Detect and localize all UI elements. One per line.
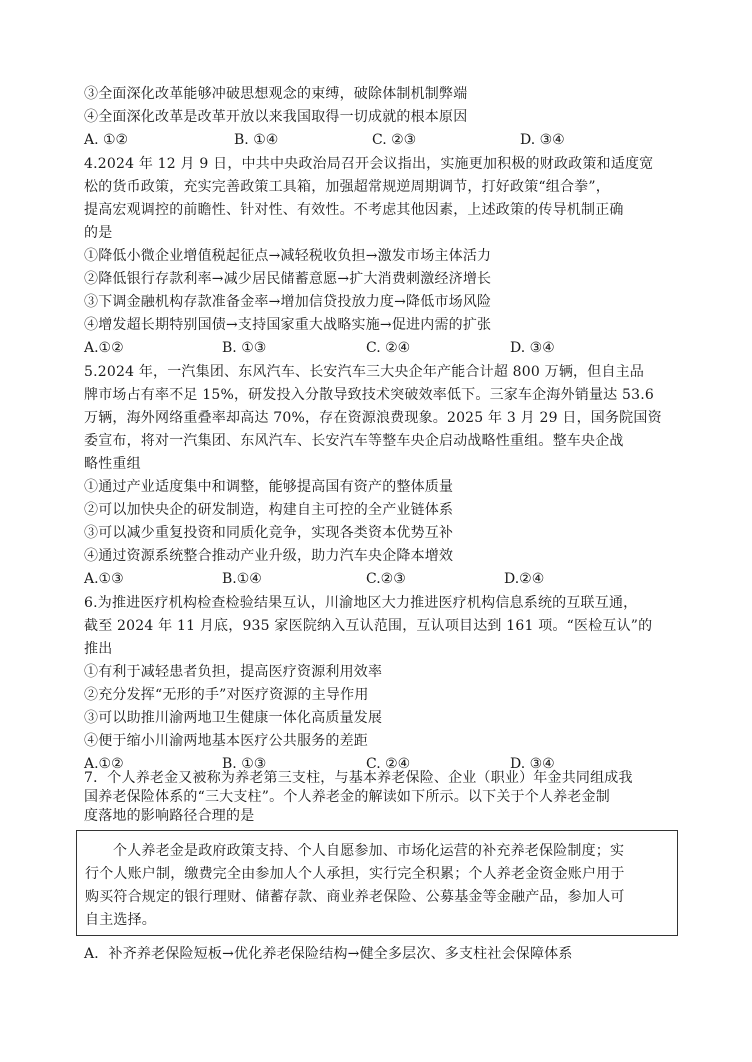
- question-6-stem: 截至 2024 年 11 月底，935 家医院纳入互认范围，互认项目达到 161 项。“医检互认”的: [84, 618, 653, 634]
- option-b: B.①④: [222, 571, 262, 587]
- question-5-stem: 万辆，海外网络重叠率却高达 70%，存在资源浪费现象。2025 年 3 月 29 日，国务院国资: [84, 410, 662, 426]
- statement-4: ④通过资源系统整合推动产业升级，助力汽车央企降本增效: [84, 548, 454, 564]
- question-5-stem: 委宣布，将对一汽集团、东风汽车、长安汽车等整车央企启动战略性重组。整车央企战: [84, 433, 624, 449]
- question-4-stem: 4.2024 年 12 月 9 日，中共中央政治局召开会议指出，实施更加积极的财政政策和适度宽: [84, 156, 654, 172]
- answer-options-q5: [84, 569, 684, 589]
- question-6-stem: 6.为推进医疗机构检查检验结果互认，川渝地区大力推进医疗机构信息系统的互联互通，: [84, 595, 638, 611]
- option-b: B. ①③: [222, 340, 267, 356]
- option-d: D. ③④: [510, 756, 555, 772]
- statement-4: ④全面深化改革是改革开放以来我国取得一切成就的根本原因: [84, 109, 468, 125]
- option-b: B. ①④: [234, 132, 279, 148]
- question-4-stem: 的是: [84, 225, 113, 241]
- question-5-stem: 牌市场占有率不足 15%，研发投入分散导致技术突破效率低下。三家车企海外销量达 53.6: [84, 387, 654, 403]
- answer-options-q4: [84, 338, 684, 358]
- option-a: A. ①②: [84, 132, 129, 148]
- statement-3: ③下调金融机构存款准备金率→增加信贷投放力度→降低市场风险: [84, 294, 492, 310]
- option-d: D. ③④: [520, 132, 565, 148]
- option-d: D. ③④: [510, 340, 555, 356]
- option-c: C. ②④: [366, 756, 411, 772]
- answer-options-q3: [84, 130, 684, 150]
- statement-1: ①通过产业适度集中和调整，能够提高国有资产的整体质量: [84, 479, 454, 495]
- statement-2: ②充分发挥“无形的手”对医疗资源的主导作用: [84, 687, 369, 703]
- option-c: C.②③: [366, 571, 406, 587]
- material-text: 购买符合规定的银行理财、储蓄存款、商业养老保险、公募基金等金融产品，参加人可: [85, 889, 625, 905]
- statement-1: ①有利于减轻患者负担，提高医疗资源利用效率: [84, 664, 383, 680]
- material-text: 自主选择。: [85, 912, 156, 928]
- question-5-stem: 5.2024 年，一汽集团、东风汽车、长安汽车三大央企年产能合计超 800 万辆，但自主品: [84, 364, 645, 380]
- option-b: B. ①③: [222, 756, 267, 772]
- option-c: C. ②③: [372, 132, 417, 148]
- option-a: A．补齐养老保险短板→优化养老保险结构→健全多层次、多支柱社会保障体系: [84, 946, 573, 962]
- option-d: D.②④: [504, 571, 545, 587]
- option-c: C. ②④: [366, 340, 411, 356]
- question-4-stem: 提高宏观调控的前瞻性、针对性、有效性。不考虑其他因素，上述政策的传导机制正确: [84, 202, 624, 218]
- statement-3: ③可以减少重复投资和同质化竞争，实现各类资本优势互补: [84, 525, 454, 541]
- question-5-stem: 略性重组: [84, 456, 141, 472]
- question-4-stem: 松的货币政策，充实完善政策工具箱，加强超常规逆周期调节，打好政策“组合拳”，: [84, 179, 610, 195]
- question-7-stem: 度落地的影响路径合理的是: [84, 808, 255, 824]
- statement-4: ④增发超长期特别国债→支持国家重大战略实施→促进内需的扩张: [84, 317, 492, 333]
- question-7-stem: 7．个人养老金又被称为养老第三支柱，与基本养老保险、企业（职业）年金共同组成我: [84, 770, 633, 786]
- material-text: 个人养老金是政府政策支持、个人自愿参加、市场化运营的补充养老保险制度；实: [113, 843, 625, 859]
- statement-1: ①降低小微企业增值税起征点→减轻税收负担→激发市场主体活力: [84, 248, 492, 264]
- statement-3: ③可以助推川渝两地卫生健康一体化高质量发展: [84, 710, 383, 726]
- option-a: A.①②: [84, 756, 124, 772]
- option-a: A.①②: [84, 340, 124, 356]
- statement-2: ②降低银行存款利率→减少居民储蓄意愿→扩大消费刺激经济增长: [84, 271, 492, 287]
- statement-2: ②可以加快央企的研发制造，构建自主可控的全产业链体系: [84, 502, 454, 518]
- material-box: [76, 830, 678, 936]
- material-text: 行个人账户制，缴费完全由参加人个人承担，实行完全积累；个人养老金资金账户用于: [85, 866, 625, 882]
- statement-3: ③全面深化改革能够冲破思想观念的束缚，破除体制机制弊端: [84, 86, 468, 102]
- question-7-stem: 国养老保险体系的“三大支柱”。个人养老金的解读如下所示。以下关于个人养老金制: [84, 789, 610, 805]
- question-6-stem: 推出: [84, 641, 113, 657]
- statement-4: ④便于缩小川渝两地基本医疗公共服务的差距: [84, 733, 368, 749]
- option-a: A.①③: [84, 571, 124, 587]
